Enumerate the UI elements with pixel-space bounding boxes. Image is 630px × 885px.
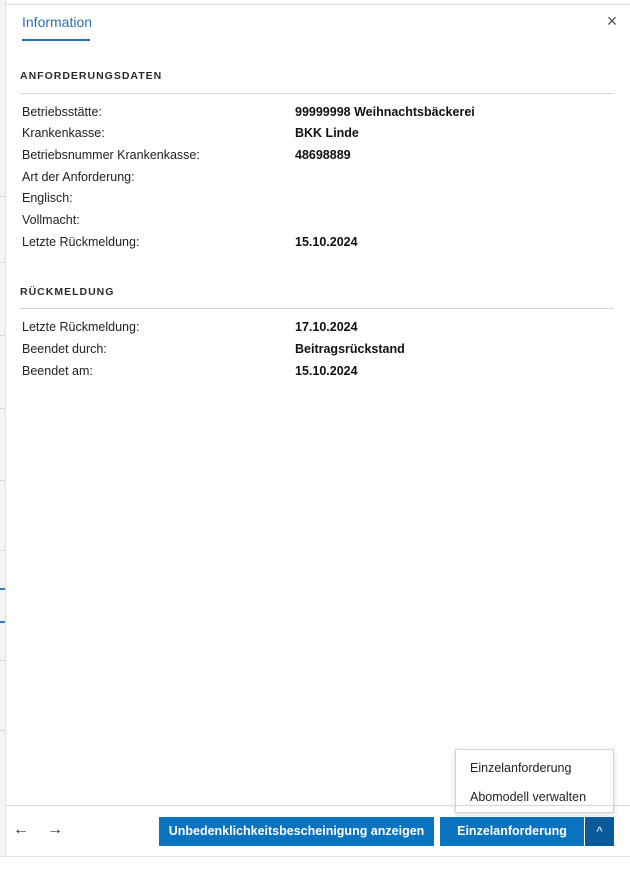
detail-value: Beitragsrückstand [295, 342, 405, 356]
detail-label: Letzte Rückmeldung: [22, 320, 140, 334]
detail-row-krankenkasse [22, 126, 612, 146]
detail-label: Vollmacht: [22, 213, 80, 227]
detail-label: Beendet am: [22, 364, 93, 378]
show-certificate-button[interactable]: Unbedenklichkeitsbescheinigung anzeigen [159, 817, 434, 846]
close-icon[interactable]: × [606, 11, 618, 31]
tab-information[interactable]: Information [22, 14, 93, 30]
einzelanforderung-button[interactable]: Einzelanforderung [440, 817, 584, 846]
section-divider [20, 308, 614, 309]
detail-value: BKK Linde [295, 126, 359, 140]
detail-label: Art der Anforderung: [22, 170, 135, 184]
detail-row-art-der-anforderung [22, 170, 612, 190]
menu-item-abomodell-verwalten[interactable]: Abomodell verwalten [470, 790, 587, 804]
detail-row-englisch [22, 191, 612, 211]
arrow-left-icon[interactable]: ← [13, 821, 29, 838]
menu-item-einzelanforderung[interactable]: Einzelanforderung [470, 761, 572, 775]
section-title-rueckmeldung: RÜCKMELDUNG [20, 286, 115, 298]
detail-value: 15.10.2024 [295, 364, 358, 378]
detail-row-vollmacht [22, 213, 612, 233]
detail-row-beendet-durch [22, 342, 612, 362]
detail-value: 99999998 Weihnachtsbäckerei [295, 105, 475, 119]
section-divider [20, 93, 614, 94]
detail-row-betriebsstaette [22, 105, 612, 125]
information-panel [5, 4, 630, 856]
arrow-right-icon[interactable]: → [47, 821, 63, 838]
tab-active-indicator [22, 39, 90, 41]
detail-label: Letzte Rückmeldung: [22, 235, 140, 249]
detail-row-letzte-rueckmeldung [22, 235, 612, 255]
footer-divider [6, 805, 630, 806]
detail-row-letzte-rueckmeldung [22, 320, 612, 340]
chevron-up-icon[interactable]: ^ [585, 817, 614, 846]
section-title-anforderungsdaten: ANFORDERUNGSDATEN [20, 70, 163, 82]
detail-label: Englisch: [22, 191, 73, 205]
background-footer [0, 856, 630, 885]
detail-row-beendet-am [22, 364, 612, 384]
detail-label: Betriebsstätte: [22, 105, 102, 119]
detail-label: Betriebsnummer Krankenkasse: [22, 148, 200, 162]
request-dropdown-menu [455, 749, 614, 813]
detail-value: 17.10.2024 [295, 320, 358, 334]
detail-value: 48698889 [295, 148, 351, 162]
detail-label: Krankenkasse: [22, 126, 105, 140]
detail-label: Beendet durch: [22, 342, 107, 356]
detail-row-betriebsnummer [22, 148, 612, 168]
detail-value: 15.10.2024 [295, 235, 358, 249]
